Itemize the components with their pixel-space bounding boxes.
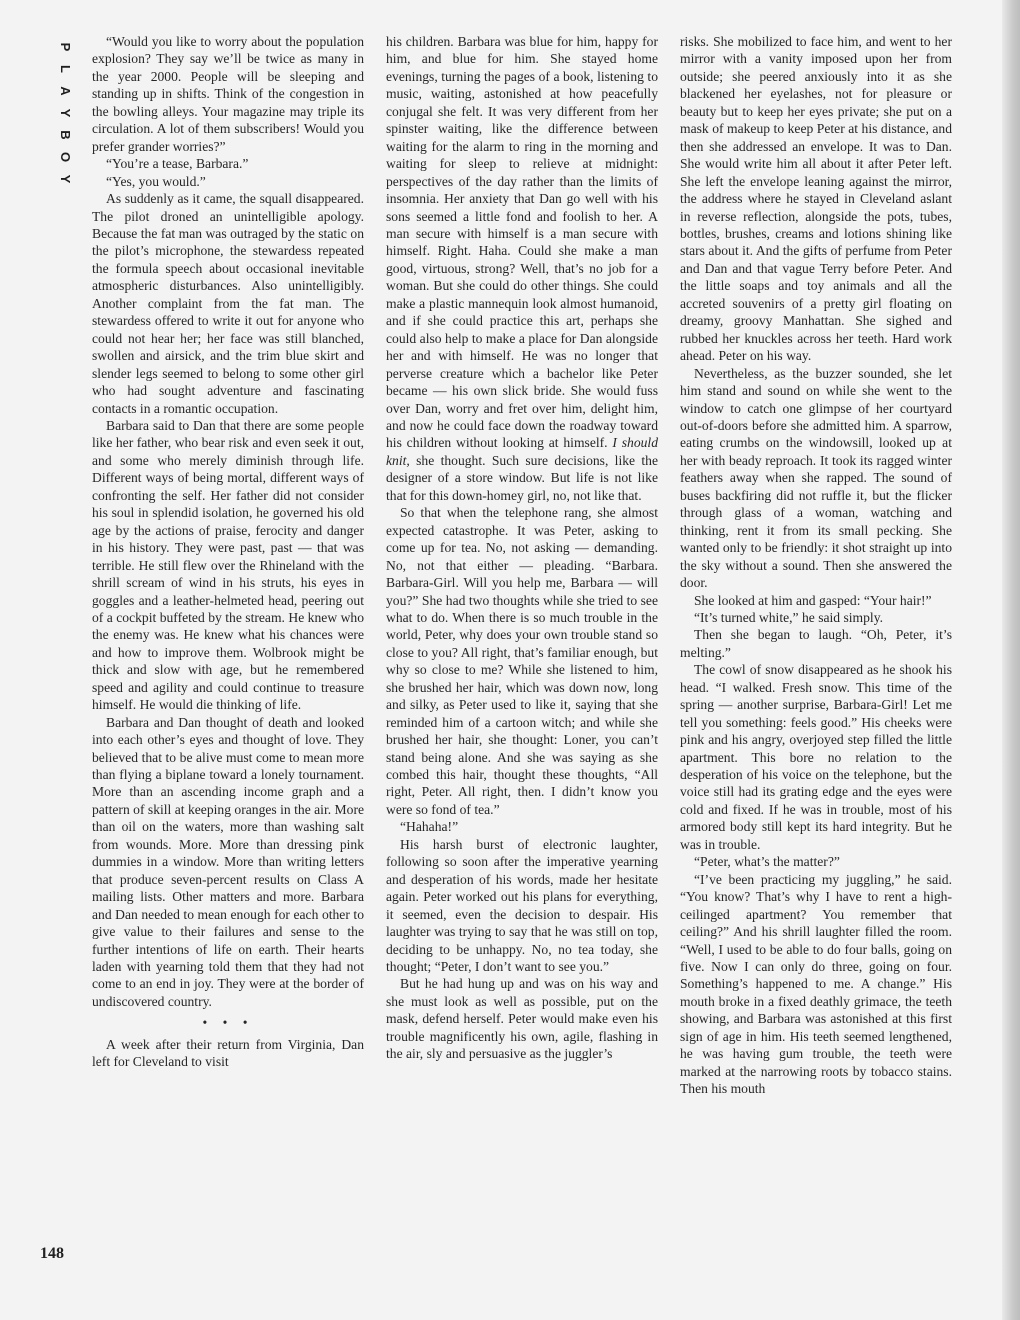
paragraph [386,33,658,504]
page-number: 148 [40,1245,64,1262]
paragraph: But he had hung up and was on his way and she must look as well as possible, put on the mask, defend herself. Peter would make even his trouble magnificently his own, agile, flashing in the air, sly and persuasive as the juggler’s [386,976,658,1062]
masthead-letter: B [58,130,73,140]
paragraph: Nevertheless, as the buzzer sounded, she let him stand and sound on while she went to the window to catch one glimpse of her courtyard out-of-doors before she admitted him. A sparrow, eating crumbs on the windowsill, looked up at her with beady reproach. It took its ragged winter feathers away when she rapped. The sound of buses backfiring did not ruffle it, but the flicker through glass of a woman, watching and thinking, rent it from its small pecking. She wanted only to be friendly: it shot straight up into the sky without a sound. Then she answered the door. [680,365,952,591]
paragraph: “It’s turned white,” he said simply. [694,609,884,625]
masthead-letter: Y [58,174,73,184]
paragraph: As suddenly as it came, the squall disappeared. The pilot droned an unintelligible apology. Because the fat man was outraged by the static on the pilot’s microphone, the stewardess repeated the formula speech about occasional inevitable atmospheric disturbances. Also unintelligibly. Another complaint from the fat man. The stewardess offered to write it out for anyone who could not hear her; her face was still blanched, swollen and airsick, and the trim blue skirt and slender legs seemed to belong to some other girl who had sought adventure and fascinating contacts in a romantic occupation. [92,191,364,416]
page-edge-shadow [1002,0,1020,1320]
paragraph: She looked at him and gasped: “Your hair!” [694,592,932,608]
text-column-2 [386,33,658,1063]
paragraph: Barbara and Dan thought of death and looked into each other’s eyes and thought of love. They believed that to be alive must come to mean more than flying a biplane toward a lonely tournament. More than an ascending income graph and a pattern of skill at keeping oranges in the air. More than oil on the waters, more than washing salt from wounds. More. More than dressing pink dummies in a window. More than writing letters that produce seven-percent results on Class A mailing lists. Other matters and more. Barbara and Dan needed to mean enough for each other to give value to their failures and sense to the further intentions of life on earth. Their hearts laden with yearning told them that they had not come to an end in joy. They were at the border of undiscovered country. [92,714,364,1009]
paragraph: risks. She mobilized to face him, and went to her mirror with a vanity imposed upon her from outside; she peered anxiously into it as she blackened her eyelashes, not for pleasure or beauty but to keep her eyes private; she put on a mask of makeup to keep Peter at his distance, and then she addressed an envelope. It was to Dan. She would write him all about it after Peter left. She left the envelope leaning against the mirror, the address where he stayed in Cleveland aslant in reverse reflection, alongside the pots, tubes, bottles, brushes, creams and lotions shining like stars about it. And the gifts of perfume from Peter and Dan and that vague Terry before Peter. And the little soaps and toy animals and all the accreted souvenirs of a pretty girl floating on dreamy, groovy Manhattan. She sighed and rubbed her knuckles across her teeth. Hard work ahead. Peter on his way. [680,34,952,364]
masthead-letter: A [58,86,73,96]
paragraph: The cowl of snow disappeared as he shook his head. “I walked. Fresh snow. This time of the spring — another surprise, Barbara-Girl! Let me tell you something: feels good.” His cheeks were pink and his angry, overjoyed step filled the little apartment. This bore no relation to the desperation of his voice on the telephone, but the voice still had its grating edge and the eyes were cold and fixed. If he was in trouble, most of his armored body still kept its hard integrity. But he was in trouble. [680,662,952,852]
italic-phrase: I should knit, [386,435,658,468]
paragraph: “Yes, you would.” [106,173,206,189]
paragraph: “You’re a tease, Barbara.” [106,156,249,172]
masthead-letter: L [58,65,73,73]
paragraph: So that when the telephone rang, she almost expected catastrophe. It was Peter, asking to come up for tea. No, not asking — demanding. No, not that either — pleading. “Barbara. Barbara-Girl. Will you help me, Barbara — will you?” She had two thoughts while she tried to see what to do. When there is so much trouble in the world, Peter, why does your own trouble stand so close to you? All right, that’s familiar enough, but why so close to me? While she listened to him, she brushed her hair, which was down now, long and silky, as Peter used to like it, saying that she reminded him of a cartoon witch; and while she brushed her hair, she thought: Loner, you can’t stand being alone. And she was saying as she combed this hair, thought these thoughts, “All right, Peter. All right, then. I didn’t know you were so fond of tea.” [386,505,658,817]
paragraph: His harsh burst of electronic laughter, following so soon after the imperative yearning and desperation of his words, made her hesitate again. Peter worked out his plans for everything, it seemed, even the decision to despair. His laughter was trying to say that he was still on top, deciding to be unhappy. No, no tea today, she thought; “Peter, I don’t want to see you.” [386,836,658,975]
masthead-letter: O [58,151,73,163]
paragraph: Then she began to laugh. “Oh, Peter, it’s melting.” [680,627,952,660]
paragraph: “Hahaha!” [400,819,459,835]
text-column-1 [92,33,364,1071]
paragraph: “Would you like to worry about the population explosion? They say we’ll be twice as many in the year 2000. People will be sleeping and standing up in shifts. Think of the congestion in the bowling alleys. Your magazine may triple its circulation. A lot of them subscribers! Would you prefer grander worries?” [92,34,364,154]
masthead [55,36,75,190]
paragraph-text: she thought. Such sure decisions, like the designer of a store window. But life is not like that for this down-homey girl, no, not like that. [386,452,659,503]
paragraph: “I’ve been practicing my juggling,” he said. “You know? That’s why I have to rent a high-ceilinged apartment? You remember that ceiling?” And his shrill laughter filled the room. “Well, I used to be able to do four balls, going on five. Now I can only do three, going on four. Something’s happened to me. A change.” His mouth broke in a fixed deathly grimace, the teeth showing, and Barbara was astonished at this first sign of age in him. His teeth seemed lengthened, he was having gum trouble, the teeth were marked at the narrowing roots by tobacco stains. Then his mouth [680,871,952,1097]
section-break: • • • [202,1015,254,1031]
paragraph-text: his children. Barbara was blue for him, happy for him, and blue for him. She stayed home evenings, turning the pages of a book, listening to music, waiting, astonished at how peacefully conjugal she felt. It was very different from her spinster waiting, like the difference between waiting for the alarm to ring in the morning and waiting for sleep to relieve at midnight: perspectives of the day rather than the limits of insomnia. Her anxiety that Dan go well with his sons seemed a little fond and foolish to her. A man secure with himself is a man secure with himself. Right. Haha. Could she make a man good, virtuous, strong? Well, that’s no job for a woman. But she could do other things. She could make a plastic mannequin look almost humanoid, and if she could practice this art, perhaps she could also help to make a place for Dan alongside her and with himself. He was no longer that perverse creature which a bachelor like Peter became — his own slick bride. She would fuss over Dan, worry and fret over him, delight him, and now he could face down the roadway toward his children without looking at himself. [386,34,658,451]
paragraph: Barbara said to Dan that there are some people like her father, who bear risk and even seek it out, and some who merely diminish through life. Different ways of being mortal, different ways of confronting the self. Her father did not consider his soul in splendid isolation, he governed his old age by the actions of praise, ferocity and danger in his history. They were past, past — that was terrible. He still flew over the Rhineland with the shrill scream of wind in his struts, his eyes in goggles and a leather-helmeted head, peering out of a cockpit buffeted by the stream. He knew who the enemy was. He knew what his chances were and how to improve them. Wolbrook might be thick and slow with age, but he remembered speed and agility and could continue to treasure himself. He would die thinking of life. [92,417,364,713]
masthead-letter: P [58,42,73,52]
paragraph: “Peter, what’s the matter?” [694,854,840,870]
masthead-letter: Y [58,108,73,118]
paragraph: A week after their return from Virginia, Dan left for Cleveland to visit [92,1036,364,1070]
text-column-3 [680,33,952,1098]
